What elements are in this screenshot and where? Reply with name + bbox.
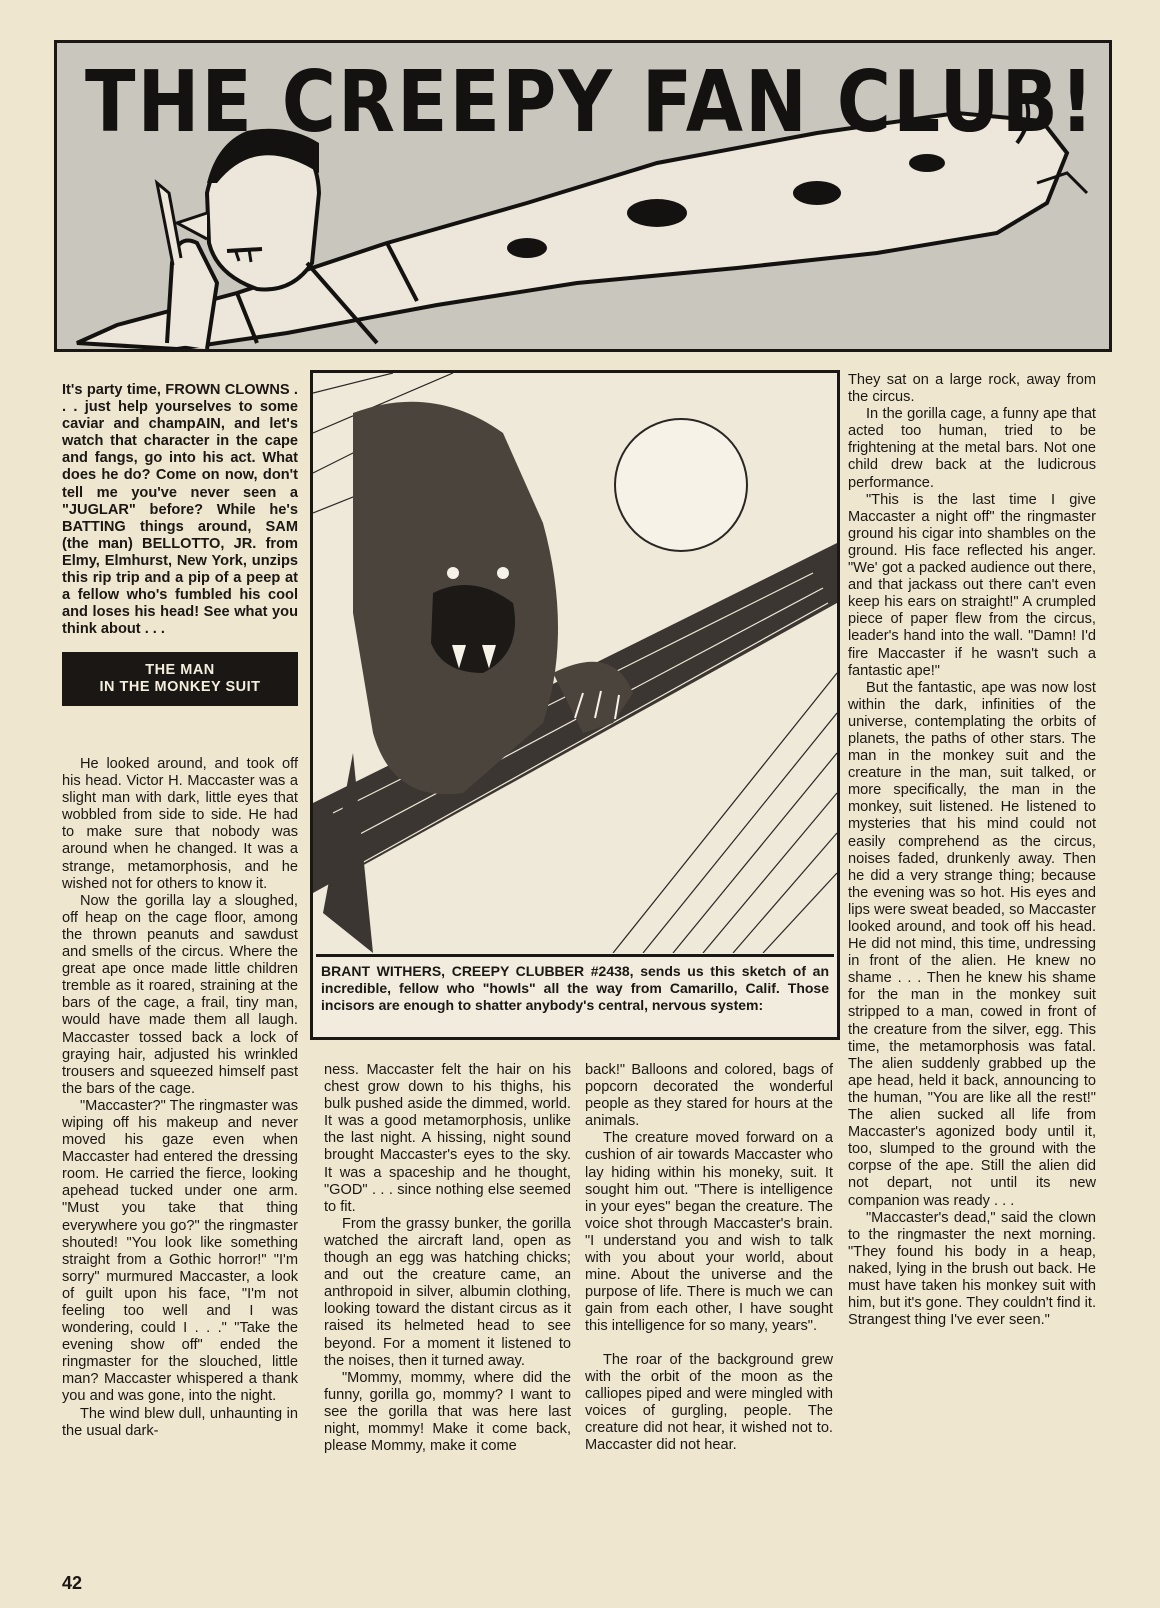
intro-paragraph: It's party time, FROWN CLOWNS . . . just help yourselves to some caviar and champAIN, and let's watch that character in the cape and fangs, go into his act. What does he do? Come on now, don't tell me you've never seen a "JUGLAR" before? While he's BATTING things around, SAM (the man) BELLOTTO, JR. from Elmy, Elmhurst, New York, unzips this rip trip and a pip of a peep at a fellow who's fumbled his cool and loses his head! See what you think about . . . (62, 382, 298, 638)
sketch-caption: BRANT WITHERS, CREEPY CLUBBER #2438, sends us this sketch of an incredible, fellow who "howls" all the way from Camarillo, Calif. Those incisors are enough to shatter anybody's central, nervous system: (316, 954, 834, 1014)
paragraph: They sat on a large rock, away from the circus. (848, 372, 1096, 406)
paragraph: In the gorilla cage, a funny ape that acted too human, tried to be frightening at the metal bars. Not one child drew back at the ludicrous performance. (848, 406, 1096, 491)
paragraph: The roar of the background grew with the orbit of the moon as the calliopes piped and were mingled with voices of gurgling, people. The creature did not hear, it wished not to. Maccaster did not hear. (585, 1351, 833, 1453)
column-2 (324, 1062, 571, 1455)
paragraph: But the fantastic, ape was now lost within the dark, infinities of the universe, contemplating the orbits of planets, the paths of other stars. The man in the monkey suit and the creature in the man, suit talked, or more specifically, the man in the monkey, suit listened. He listened to mysteries that his mind could not easily comprehend as the circus, noises faded, drunkenly away. Then he did a very strange thing; because the evening was so hot. His eyes and lips were sweat beaded, so Maccaster looked around, and took off his head. He did not mind, this time, undressing in front of the alien. He knew no shame . . . Then he knew his shame for the man in the monkey suit stripped to a man, cowed in front of the creature from the silver, egg. This time, the metamorphosis was fatal. The alien suddenly grabbed up the ape head, held it back, announcing to the human, "You are like all the rest!" The alien sucked all life from Maccaster's agonized body until it, too, slumped to the ground with the corpse of the ape. Still the alien did not depart, not until its new companion was ready . . . (848, 679, 1096, 1209)
paragraph: From the grassy bunker, the gorilla watched the aircraft land, open as though an egg was hatching chicks; and out the creature came, an anthropoid in silver, albumin clothing, looking toward the distant circus as it raised its helmeted head to see beyond. For a moment it listened to the noises, then it turned away. (324, 1215, 571, 1369)
story-title-line-2: IN THE MONKEY SUIT (99, 679, 261, 696)
column-3 (585, 1062, 833, 1454)
paragraph: "Mommy, mommy, where did the funny, gorilla go, mommy? I want to see the gorilla that was here last night, mommy! Make it come back, please Mommy, make it come (324, 1369, 571, 1455)
paragraph: The creature moved forward on a cushion of air towards Maccaster who lay hiding within his moneky, suit. It sought him out. "There is intelligence in your eyes" began the creature. The voice shot through Maccaster's brain. "I understand you and wish to talk with you about your world, about mine. About the universe and the purpose of life. There is much we can gain from each other, I have sought this intelligence for so many, years". (585, 1130, 833, 1335)
paragraph: "Maccaster's dead," said the clown to the ringmaster the next morning. "They found his body in a heap, naked, lying in the brush out back. He must have taken his monkey suit with him, but it's gone. They couldn't find it. Strangest thing I've ever seen." (848, 1209, 1096, 1329)
banner-title: THE CREEPY FAN CLUB! (85, 53, 1096, 152)
header-banner (54, 40, 1112, 352)
reader-sketch-frame (310, 370, 840, 1040)
paragraph: Now the gorilla lay a sloughed, off heap on the cage floor, among the thrown peanuts and sawdust and smells of the circus. Where the great ape once made little children tremble as it roared, straining at the bars of the cage, a frail, tiny man, would have made them all laugh. Maccaster tossed back a lock of graying hair, adjusted his wrinkled trousers and squeezed himself past the bars of the cage. (62, 892, 298, 1097)
column-4 (848, 372, 1096, 1329)
paragraph: "Maccaster?" The ringmaster was wiping off his makeup and never moved his gaze even when Maccaster had entered the dressing room. He carried the fierce, looking apehead tucked under one arm. "Must you take that thing everywhere you go?" the ringmaster shouted! "You look like something straight from a Gothic horror!" "I'm sorry" murmured Maccaster, a look of guilt upon his face, "I'm not feeling too well and I was wondering, could I . . ." "Take the evening show off" ended the ringmaster for the slouched, little man? Maccaster whispered a thank you and was gone, into the night. (62, 1097, 298, 1405)
paragraph: The wind blew dull, unhaunting in the usual dark- (62, 1405, 298, 1439)
column-1-story (62, 756, 298, 1440)
paragraph: "This is the last time I give Maccaster a night off" the ringmaster ground his cigar into shambles on the ground. His face reflected his anger. "We' got a packed audience out there, and that jackass out there can't even keep his ears on straight!" A crumpled piece of paper flew from the circus, leader's hand into the wall. "Damn! I'd fire Maccaster if he wasn't such a fantastic ape!" (848, 491, 1096, 679)
story-title-box (62, 652, 298, 706)
story-title-line-1: THE MAN (145, 662, 215, 679)
page-number: 42 (62, 1573, 83, 1593)
werewolf-sketch-icon (313, 373, 837, 953)
column-1-intro (62, 382, 298, 720)
paragraph: He looked around, and took off his head. Victor H. Maccaster was a slight man with dark, little eyes that wobbled from side to side. He had to make sure that nobody was around when he changed. It was a strange, metamorphosis, and he wished not for others to know it. (62, 756, 298, 892)
paragraph: back!" Balloons and colored, bags of popcorn decorated the wonderful people as they stared for hours at the animals. (585, 1062, 833, 1130)
paragraph: ness. Maccaster felt the hair on his chest grow down to his thighs, his bulk pushed aside the dimmed, world. It was a good metamorphosis, unlike the last night. A hissing, night sound brought Maccaster's eyes to the sky. It was a spaceship and he thought, "GOD" . . . since nothing else seemed to fit. (324, 1062, 571, 1215)
